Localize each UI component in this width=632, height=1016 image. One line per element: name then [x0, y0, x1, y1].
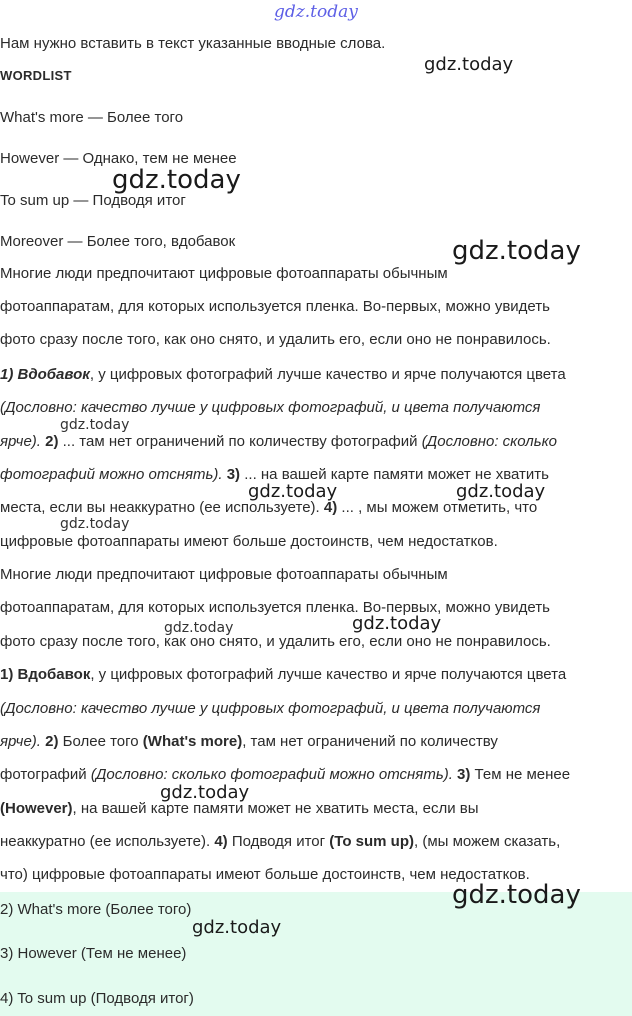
answers-item: 4) To sum up (Подводя итог)	[0, 990, 194, 1007]
watermark-logo: gdz.today	[164, 620, 234, 636]
answer-gap-3: (However)	[0, 800, 73, 817]
wordlist-item: Moreover — Более того, вдобавок	[0, 233, 236, 250]
answer-line: Многие люди предпочитают цифровые фотоаппараты обычным	[0, 566, 448, 583]
task-line: (Дословно: качество лучше у цифровых фотографий, и цвета получаются	[0, 399, 541, 416]
task-gap-4: 4)	[323, 499, 338, 516]
watermark-logo: gdz.today	[456, 481, 546, 502]
answers-item: 2) What's more (Более того)	[0, 901, 192, 918]
watermark-logo: gdz.today	[248, 481, 338, 502]
answer-line: фотографий (Дословно: сколько фотографий можно отснять). 3) Тем не менее	[0, 766, 571, 783]
answer-line: (Дословно: качество лучше у цифровых фотографий, и цвета получаются	[0, 700, 541, 717]
task-line: ярче). 2) ... там нет ограничений по количеству фотографий (Дословно: сколько	[0, 433, 558, 450]
task-line: цифровые фотоаппараты имеют больше достоинств, чем недостатков.	[0, 533, 498, 550]
wordlist-item: However — Однако, тем не менее	[0, 150, 237, 167]
answer-line: ярче). 2) Более того (What's more), там нет ограничений по количеству	[0, 733, 498, 750]
wordlist-item: What's more — Более того	[0, 109, 184, 126]
watermark-logo: gdz.today	[192, 917, 282, 938]
watermark-logo: gdz.today	[160, 782, 250, 803]
answer-line: неаккуратно (ее используете). 4) Подводя итог (To sum up), (мы можем сказать,	[0, 833, 561, 850]
watermark-logo: gdz.today	[352, 613, 442, 634]
task-line: фотоаппаратам, для которых используется пленка. Во-первых, можно увидеть	[0, 298, 550, 315]
answer-line: 1) Вдобавок, у цифровых фотографий лучше качество и ярче получаются цвета	[0, 666, 567, 683]
intro-text: Нам нужно вставить в текст указанные вводные слова.	[0, 35, 386, 52]
task-line: 1) Вдобавок, у цифровых фотографий лучше качество и ярче получаются цвета	[0, 366, 566, 383]
answer-gap-4: (To sum up)	[329, 833, 415, 850]
task-line: фотографий можно отснять). 3) ... на вашей карте памяти может не хватить	[0, 466, 549, 483]
answer-gap-2: (What's more)	[142, 733, 243, 750]
answers-item: 3) However (Тем не менее)	[0, 945, 187, 962]
answer-line: что) цифровые фотоаппараты имеют больше достоинств, чем недостатков.	[0, 866, 530, 883]
watermark-logo: gdz.today	[60, 417, 130, 433]
watermark-logo: gdz.today	[60, 516, 130, 532]
answer-gap-1: 1) Вдобавок	[0, 666, 91, 683]
answer-line: (However), на вашей карте памяти может не хватить места, если вы	[0, 800, 479, 817]
task-gap-3: 3)	[222, 466, 241, 483]
watermark-logo: gdz.today	[452, 236, 581, 266]
watermark-logo: gdz.today	[112, 165, 241, 195]
task-line: места, если вы неаккуратно (ее используете). 4) ... , мы можем отметить, что	[0, 499, 538, 516]
watermark-logo: gdz.today	[424, 54, 514, 75]
task-gap-2: 2)	[40, 433, 59, 450]
wordlist-heading: WORDLIST	[0, 68, 72, 83]
answer-line: фотоаппаратам, для которых используется пленка. Во-первых, можно увидеть	[0, 599, 550, 616]
task-gap-1: 1) Вдобавок	[0, 366, 90, 383]
task-line: фото сразу после того, как оно снято, и удалить его, если оно не понравилось.	[0, 331, 551, 348]
answer-line: фото сразу после того, как оно снято, и удалить его, если оно не понравилось.	[0, 633, 551, 650]
answers-panel	[0, 892, 632, 1016]
task-line: Многие люди предпочитают цифровые фотоаппараты обычным	[0, 265, 448, 282]
wordlist-item: To sum up — Подводя итог	[0, 192, 186, 209]
site-watermark-title: gdz.today	[274, 2, 358, 22]
watermark-logo: gdz.today	[452, 880, 581, 910]
